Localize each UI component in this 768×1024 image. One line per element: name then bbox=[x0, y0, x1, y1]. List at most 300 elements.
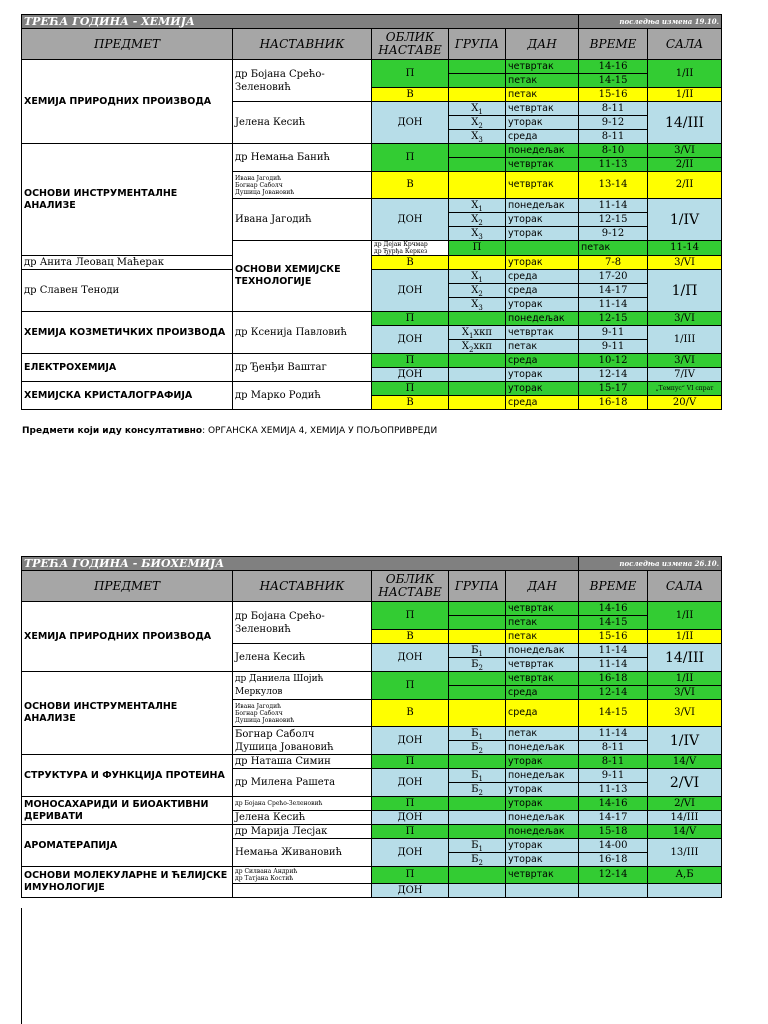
group-index: 1 bbox=[469, 331, 474, 340]
last-updated: последња измена 26.10. bbox=[579, 557, 722, 571]
teacher-cell: др Бојана Срећо-Зеленовић bbox=[233, 60, 372, 102]
group-cell bbox=[449, 130, 506, 144]
group-cell bbox=[449, 326, 506, 340]
table-title-row bbox=[22, 15, 722, 29]
subject-cell: ОСНОВИ ИНСТРУМЕНТАЛНЕ АНАЛИЗЕ bbox=[22, 672, 233, 755]
group-index: 1 bbox=[478, 107, 483, 116]
group-letter: Б bbox=[471, 853, 479, 865]
room-cell: 2/VI bbox=[648, 797, 722, 811]
form-cell: ДОН bbox=[372, 727, 449, 755]
group-cell bbox=[449, 298, 506, 312]
time-cell: 11-14 bbox=[579, 644, 648, 658]
teacher-cell: др Наташа Симин bbox=[233, 755, 372, 769]
day-cell: среда bbox=[506, 354, 579, 368]
day-cell: среда bbox=[506, 686, 579, 700]
form-cell: П bbox=[372, 825, 449, 839]
time-cell: 14-17 bbox=[579, 284, 648, 298]
time-cell: 11-14 bbox=[579, 298, 648, 312]
teacher-name: Душица Јовановић bbox=[235, 188, 295, 196]
group-cell bbox=[449, 825, 506, 839]
time-cell: 14-16 bbox=[579, 602, 648, 616]
day-cell: среда bbox=[506, 700, 579, 727]
room-cell: 1/IV bbox=[648, 199, 722, 241]
teacher-cell: др Ксенија Павловић bbox=[233, 312, 372, 354]
group-letter: X bbox=[471, 116, 479, 128]
day-cell bbox=[506, 884, 579, 898]
day-cell: уторак bbox=[506, 853, 579, 867]
room-cell: 3/VI bbox=[648, 312, 722, 326]
schedule-table-chemistry bbox=[21, 14, 722, 410]
page-border-line bbox=[21, 908, 22, 1024]
group-index: 2 bbox=[478, 788, 483, 797]
group-letter: X bbox=[471, 270, 479, 282]
group-letter: X bbox=[471, 213, 479, 225]
group-letter: X bbox=[471, 102, 479, 114]
table-row bbox=[22, 256, 722, 270]
day-cell: уторак bbox=[506, 797, 579, 811]
day-cell: среда bbox=[506, 270, 579, 284]
time-cell: 9-11 bbox=[579, 769, 648, 783]
group-cell bbox=[506, 241, 579, 256]
day-cell: уторак bbox=[506, 298, 579, 312]
form-cell: П bbox=[372, 672, 449, 700]
group-cell bbox=[449, 644, 506, 658]
form-cell: ДОН bbox=[372, 769, 449, 797]
group-index: 2 bbox=[478, 289, 483, 298]
group-cell bbox=[449, 158, 506, 172]
form-cell: П bbox=[372, 867, 449, 884]
group-cell bbox=[449, 741, 506, 755]
group-letter: Б bbox=[471, 783, 479, 795]
group-cell bbox=[449, 60, 506, 74]
table-row bbox=[22, 672, 722, 686]
teacher-cell bbox=[233, 172, 372, 199]
note-label: Предмети који иду консултативно bbox=[22, 426, 203, 436]
form-cell: П bbox=[449, 241, 506, 256]
time-cell: 13-14 bbox=[579, 172, 648, 199]
group-cell bbox=[449, 700, 506, 727]
subject-cell: ОСНОВИ ИНСТРУМЕНТАЛНЕ АНАЛИЗЕ bbox=[22, 144, 233, 256]
col-day: ДАН bbox=[506, 29, 579, 60]
form-cell: ДОН bbox=[372, 884, 449, 898]
day-cell: четвртак bbox=[506, 867, 579, 884]
col-form: ОБЛИК НАСТАВЕ bbox=[372, 29, 449, 60]
room-cell: 14/V bbox=[648, 755, 722, 769]
time-cell: 8-11 bbox=[579, 130, 648, 144]
day-cell: четвртак bbox=[506, 602, 579, 616]
group-letter: X bbox=[471, 199, 479, 211]
day-cell: петак bbox=[506, 340, 579, 354]
teacher-name: Богнар Саболч bbox=[235, 181, 283, 189]
form-cell: ДОН bbox=[372, 811, 449, 825]
teacher-cell: др Даниела Шојић Меркулов bbox=[233, 672, 372, 700]
form-cell: П bbox=[372, 602, 449, 630]
group-cell bbox=[449, 284, 506, 298]
group-letter: X bbox=[461, 340, 470, 352]
day-cell: петак bbox=[579, 241, 648, 256]
group-cell bbox=[449, 340, 506, 354]
group-cell bbox=[449, 783, 506, 797]
teacher-cell: др Милена Рашета bbox=[233, 769, 372, 797]
group-cell bbox=[449, 74, 506, 88]
room-cell: 14/III bbox=[648, 811, 722, 825]
group-cell bbox=[449, 797, 506, 811]
group-cell bbox=[449, 88, 506, 102]
group-letter: Б bbox=[471, 769, 479, 781]
table-row bbox=[22, 825, 722, 839]
time-cell: 8-10 bbox=[579, 144, 648, 158]
day-cell: понедељак bbox=[506, 741, 579, 755]
col-day: ДАН bbox=[506, 571, 579, 602]
schedule-table-biochemistry bbox=[21, 556, 722, 898]
time-cell: 14-16 bbox=[579, 60, 648, 74]
room-cell: 3/VI bbox=[648, 354, 722, 368]
subject-cell: ХЕМИЈА ПРИРОДНИХ ПРОИЗВОДА bbox=[22, 60, 233, 144]
day-cell: уторак bbox=[506, 213, 579, 227]
room-cell: 14/III bbox=[648, 644, 722, 672]
table-title: ТРЕЋА ГОДИНА - БИОХЕМИЈА bbox=[22, 557, 579, 571]
time-cell: 11-13 bbox=[579, 783, 648, 797]
col-room: САЛА bbox=[648, 29, 722, 60]
group-cell bbox=[449, 213, 506, 227]
day-cell: четвртак bbox=[506, 658, 579, 672]
form-cell: ДОН bbox=[372, 102, 449, 144]
teacher-cell: др Ђенђи Ваштаг bbox=[233, 354, 372, 382]
time-cell: 14-16 bbox=[579, 797, 648, 811]
group-cell bbox=[449, 270, 506, 284]
col-group: ГРУПА bbox=[449, 571, 506, 602]
teacher-cell: др Немања Банић bbox=[233, 144, 372, 172]
time-cell: 11-14 bbox=[648, 241, 722, 256]
group-cell bbox=[449, 227, 506, 241]
time-cell: 12-14 bbox=[579, 867, 648, 884]
teacher-name: Ивана Јагодић bbox=[235, 174, 281, 182]
group-index: 2 bbox=[478, 663, 483, 672]
teacher-cell bbox=[233, 884, 372, 898]
room-cell: 3/VI bbox=[648, 686, 722, 700]
day-cell: понедељак bbox=[506, 144, 579, 158]
day-cell: уторак bbox=[506, 368, 579, 382]
teacher-cell: Јелена Кесић bbox=[233, 102, 372, 144]
teacher-cell: др Марко Родић bbox=[233, 382, 372, 410]
group-cell bbox=[449, 144, 506, 158]
group-cell bbox=[449, 727, 506, 741]
form-cell: П bbox=[372, 755, 449, 769]
group-cell bbox=[449, 382, 506, 396]
time-cell: 10-12 bbox=[579, 354, 648, 368]
time-cell: 15-17 bbox=[579, 382, 648, 396]
group-index: 1 bbox=[478, 774, 483, 783]
group-index: 2 bbox=[478, 121, 483, 130]
group-letter: X bbox=[471, 227, 479, 239]
day-cell: уторак bbox=[506, 783, 579, 797]
teacher-name: др Силвана Андрић bbox=[235, 868, 298, 875]
room-cell: 14/V bbox=[648, 825, 722, 839]
time-cell: 16-18 bbox=[579, 396, 648, 410]
time-cell: 8-11 bbox=[579, 741, 648, 755]
form-cell: В bbox=[372, 172, 449, 199]
form-cell: ДОН bbox=[372, 368, 449, 382]
form-cell: ДОН bbox=[372, 644, 449, 672]
form-cell: П bbox=[372, 144, 449, 172]
group-cell bbox=[449, 672, 506, 686]
form-cell: В bbox=[372, 630, 449, 644]
day-cell: понедељак bbox=[506, 769, 579, 783]
day-cell: петак bbox=[506, 88, 579, 102]
teacher-cell: др Бојана Срећо-Зеленовић bbox=[233, 602, 372, 644]
day-cell: петак bbox=[506, 727, 579, 741]
room-cell: 2/II bbox=[648, 158, 722, 172]
room-cell: 2/VI bbox=[648, 769, 722, 797]
header-row bbox=[22, 571, 722, 602]
day-cell: понедељак bbox=[506, 312, 579, 326]
subject-cell: ХЕМИЈА ПРИРОДНИХ ПРОИЗВОДА bbox=[22, 602, 233, 672]
teacher-name: Богнар Саболч bbox=[235, 709, 283, 717]
time-cell: 15-18 bbox=[579, 825, 648, 839]
table-row bbox=[22, 270, 722, 284]
teacher-name: др Татјана Костић bbox=[235, 875, 294, 882]
time-cell: 11-14 bbox=[579, 727, 648, 741]
day-cell: уторак bbox=[506, 755, 579, 769]
teacher-name: Богнар Саболч bbox=[235, 728, 315, 740]
group-cell bbox=[449, 102, 506, 116]
group-cell bbox=[449, 199, 506, 213]
subject-cell: СТРУКТУРА И ФУНКЦИЈА ПРОТЕИНА bbox=[22, 755, 233, 797]
group-index: 3 bbox=[478, 135, 483, 144]
time-cell: 16-18 bbox=[579, 672, 648, 686]
room-cell: 20/V bbox=[648, 396, 722, 410]
group-cell bbox=[449, 839, 506, 853]
form-cell: П bbox=[372, 354, 449, 368]
col-subject: ПРЕДМЕТ bbox=[22, 571, 233, 602]
time-cell: 14-15 bbox=[579, 74, 648, 88]
group-index: 2 bbox=[469, 345, 474, 354]
room-cell bbox=[648, 884, 722, 898]
group-letter: X bbox=[461, 326, 470, 338]
group-cell bbox=[449, 686, 506, 700]
group-cell bbox=[449, 658, 506, 672]
form-cell: П bbox=[372, 382, 449, 396]
group-index: 2 bbox=[478, 218, 483, 227]
group-cell bbox=[449, 811, 506, 825]
group-cell bbox=[449, 312, 506, 326]
day-cell: четвртак bbox=[506, 672, 579, 686]
subject-cell: ОСНОВИ ХЕМИЈСКЕ ТЕХНОЛОГИЈЕ bbox=[233, 241, 372, 312]
group-cell bbox=[449, 116, 506, 130]
group-cell bbox=[449, 853, 506, 867]
day-cell: понедељак bbox=[506, 825, 579, 839]
teacher-cell: Јелена Кесић bbox=[233, 811, 372, 825]
group-cell bbox=[449, 630, 506, 644]
time-cell: 7-8 bbox=[579, 256, 648, 270]
last-updated: последња измена 19.10. bbox=[579, 15, 722, 29]
teacher-cell: Јелена Кесић bbox=[233, 644, 372, 672]
teacher-name: Ивана Јагодић bbox=[235, 702, 281, 710]
form-cell: В bbox=[372, 88, 449, 102]
day-cell: четвртак bbox=[506, 172, 579, 199]
time-cell: 12-15 bbox=[579, 312, 648, 326]
consultative-note bbox=[22, 426, 437, 436]
day-cell: уторак bbox=[506, 227, 579, 241]
room-cell: 1/II bbox=[648, 602, 722, 630]
teacher-cell bbox=[233, 727, 372, 755]
teacher-cell bbox=[233, 867, 372, 884]
time-cell: 11-14 bbox=[579, 199, 648, 213]
col-time: ВРЕМЕ bbox=[579, 29, 648, 60]
col-subject: ПРЕДМЕТ bbox=[22, 29, 233, 60]
subject-cell: ОСНОВИ МОЛЕКУЛАРНЕ И ЋЕЛИЈСКЕ ИМУНОЛОГИЈЕ bbox=[22, 867, 233, 898]
day-cell: уторак bbox=[506, 116, 579, 130]
group-cell bbox=[449, 755, 506, 769]
subject-cell: МОНОСАХАРИДИ И БИОАКТИВНИ ДЕРИВАТИ bbox=[22, 797, 233, 825]
group-index: 1 bbox=[478, 844, 483, 853]
group-index: 2 bbox=[478, 858, 483, 867]
day-cell: уторак bbox=[506, 256, 579, 270]
time-cell: 12-14 bbox=[579, 686, 648, 700]
form-cell: ДОН bbox=[372, 270, 449, 312]
table-row bbox=[22, 312, 722, 326]
group-cell bbox=[449, 354, 506, 368]
teacher-cell bbox=[372, 241, 449, 256]
group-cell bbox=[449, 884, 506, 898]
form-cell: В bbox=[372, 700, 449, 727]
time-cell: 14-15 bbox=[579, 700, 648, 727]
col-teacher: НАСТАВНИК bbox=[233, 29, 372, 60]
col-room: САЛА bbox=[648, 571, 722, 602]
day-cell: понедељак bbox=[506, 644, 579, 658]
time-cell: 11-13 bbox=[579, 158, 648, 172]
time-cell: 9-12 bbox=[579, 116, 648, 130]
header-row bbox=[22, 29, 722, 60]
room-cell: 1/IV bbox=[648, 727, 722, 755]
day-cell: четвртак bbox=[506, 158, 579, 172]
teacher-cell: др Бојана Срећо-Зеленовић bbox=[233, 797, 372, 811]
group-letter: Б bbox=[471, 658, 479, 670]
subject-cell: ЕЛЕКТРОХЕМИЈА bbox=[22, 354, 233, 382]
group-cell bbox=[449, 616, 506, 630]
col-form: ОБЛИК НАСТАВЕ bbox=[372, 571, 449, 602]
group-cell bbox=[449, 368, 506, 382]
table-title-row bbox=[22, 557, 722, 571]
day-cell: понедељак bbox=[506, 199, 579, 213]
group-index: 3 bbox=[478, 232, 483, 241]
day-cell: четвртак bbox=[506, 326, 579, 340]
time-cell: 17-20 bbox=[579, 270, 648, 284]
form-cell: В bbox=[372, 256, 449, 270]
table-row bbox=[22, 382, 722, 396]
subject-cell: ХЕМИЈА КОЗМЕТИЧКИХ ПРОИЗВОДА bbox=[22, 312, 233, 354]
form-cell: П bbox=[372, 797, 449, 811]
room-cell: 2/II bbox=[648, 172, 722, 199]
group-letter: X bbox=[471, 284, 479, 296]
day-cell: уторак bbox=[506, 382, 579, 396]
teacher-name: Душица Јовановић bbox=[235, 741, 334, 753]
group-cell bbox=[449, 602, 506, 616]
teacher-name: Душица Јовановић bbox=[235, 716, 295, 724]
teacher-cell bbox=[233, 700, 372, 727]
time-cell: 9-12 bbox=[579, 227, 648, 241]
time-cell: 9-11 bbox=[579, 326, 648, 340]
teacher-cell: Ивана Јагодић bbox=[233, 199, 372, 241]
table-row bbox=[22, 867, 722, 884]
teacher-name: др Ђурђа Керкез bbox=[374, 248, 428, 255]
table-row bbox=[22, 602, 722, 616]
col-group: ГРУПА bbox=[449, 29, 506, 60]
col-time: ВРЕМЕ bbox=[579, 571, 648, 602]
group-index: 1 bbox=[478, 275, 483, 284]
group-suffix: хкп bbox=[473, 340, 493, 352]
room-cell: „Темпус“ VI спрат bbox=[648, 382, 722, 396]
time-cell: 16-18 bbox=[579, 853, 648, 867]
time-cell: 8-11 bbox=[579, 755, 648, 769]
room-cell: 3/VI bbox=[648, 256, 722, 270]
room-cell: 13/III bbox=[648, 839, 722, 867]
group-index: 3 bbox=[478, 303, 483, 312]
form-cell: ДОН bbox=[372, 199, 449, 241]
form-cell: ДОН bbox=[372, 839, 449, 867]
room-cell: 1/П bbox=[648, 270, 722, 312]
group-letter: Б bbox=[471, 839, 479, 851]
room-cell: 1/III bbox=[648, 326, 722, 354]
room-cell: 1/II bbox=[648, 88, 722, 102]
time-cell: 8-11 bbox=[579, 102, 648, 116]
form-cell: В bbox=[372, 396, 449, 410]
day-cell: среда bbox=[506, 130, 579, 144]
time-cell: 15-16 bbox=[579, 630, 648, 644]
group-letter: X bbox=[471, 130, 479, 142]
teacher-name: др Дејан Крчмар bbox=[374, 241, 428, 248]
day-cell: среда bbox=[506, 284, 579, 298]
room-cell: А,Б bbox=[648, 867, 722, 884]
room-cell: 3/VI bbox=[648, 144, 722, 158]
table-title: ТРЕЋА ГОДИНА - ХЕМИЈА bbox=[22, 15, 579, 29]
col-teacher: НАСТАВНИК bbox=[233, 571, 372, 602]
day-cell: петак bbox=[506, 74, 579, 88]
group-letter: X bbox=[471, 298, 479, 310]
group-cell bbox=[449, 769, 506, 783]
day-cell: четвртак bbox=[506, 102, 579, 116]
day-cell: понедељак bbox=[506, 811, 579, 825]
day-cell: петак bbox=[506, 630, 579, 644]
note-text: : ОРГАНСКА ХЕМИЈА 4, ХЕМИЈА У ПОЉОПРИВРЕДИ bbox=[202, 426, 438, 436]
teacher-cell: Немања Живановић bbox=[233, 839, 372, 867]
table-row bbox=[22, 60, 722, 74]
group-cell bbox=[449, 867, 506, 884]
subject-cell: ХЕМИЈСКА КРИСТАЛОГРАФИЈА bbox=[22, 382, 233, 410]
group-letter: Б bbox=[471, 644, 479, 656]
teacher-cell: др Славен Теноди bbox=[22, 270, 233, 312]
day-cell: петак bbox=[506, 616, 579, 630]
table-row bbox=[22, 797, 722, 811]
subject-cell: АРОМАТЕРАПИЈА bbox=[22, 825, 233, 867]
time-cell: 12-15 bbox=[579, 213, 648, 227]
room-cell: 1/II bbox=[648, 60, 722, 88]
time-cell bbox=[579, 884, 648, 898]
room-cell: 1/II bbox=[648, 672, 722, 686]
group-cell bbox=[449, 172, 506, 199]
group-letter: Б bbox=[471, 727, 479, 739]
group-index: 1 bbox=[478, 649, 483, 658]
room-cell: 7/IV bbox=[648, 368, 722, 382]
time-cell: 15-16 bbox=[579, 88, 648, 102]
time-cell: 12-14 bbox=[579, 368, 648, 382]
room-cell: 3/VI bbox=[648, 700, 722, 727]
time-cell: 14-15 bbox=[579, 616, 648, 630]
group-index: 2 bbox=[478, 746, 483, 755]
teacher-cell: др Анита Леовац Маћерак bbox=[22, 256, 233, 270]
group-suffix: хкп bbox=[473, 326, 493, 338]
day-cell: четвртак bbox=[506, 60, 579, 74]
